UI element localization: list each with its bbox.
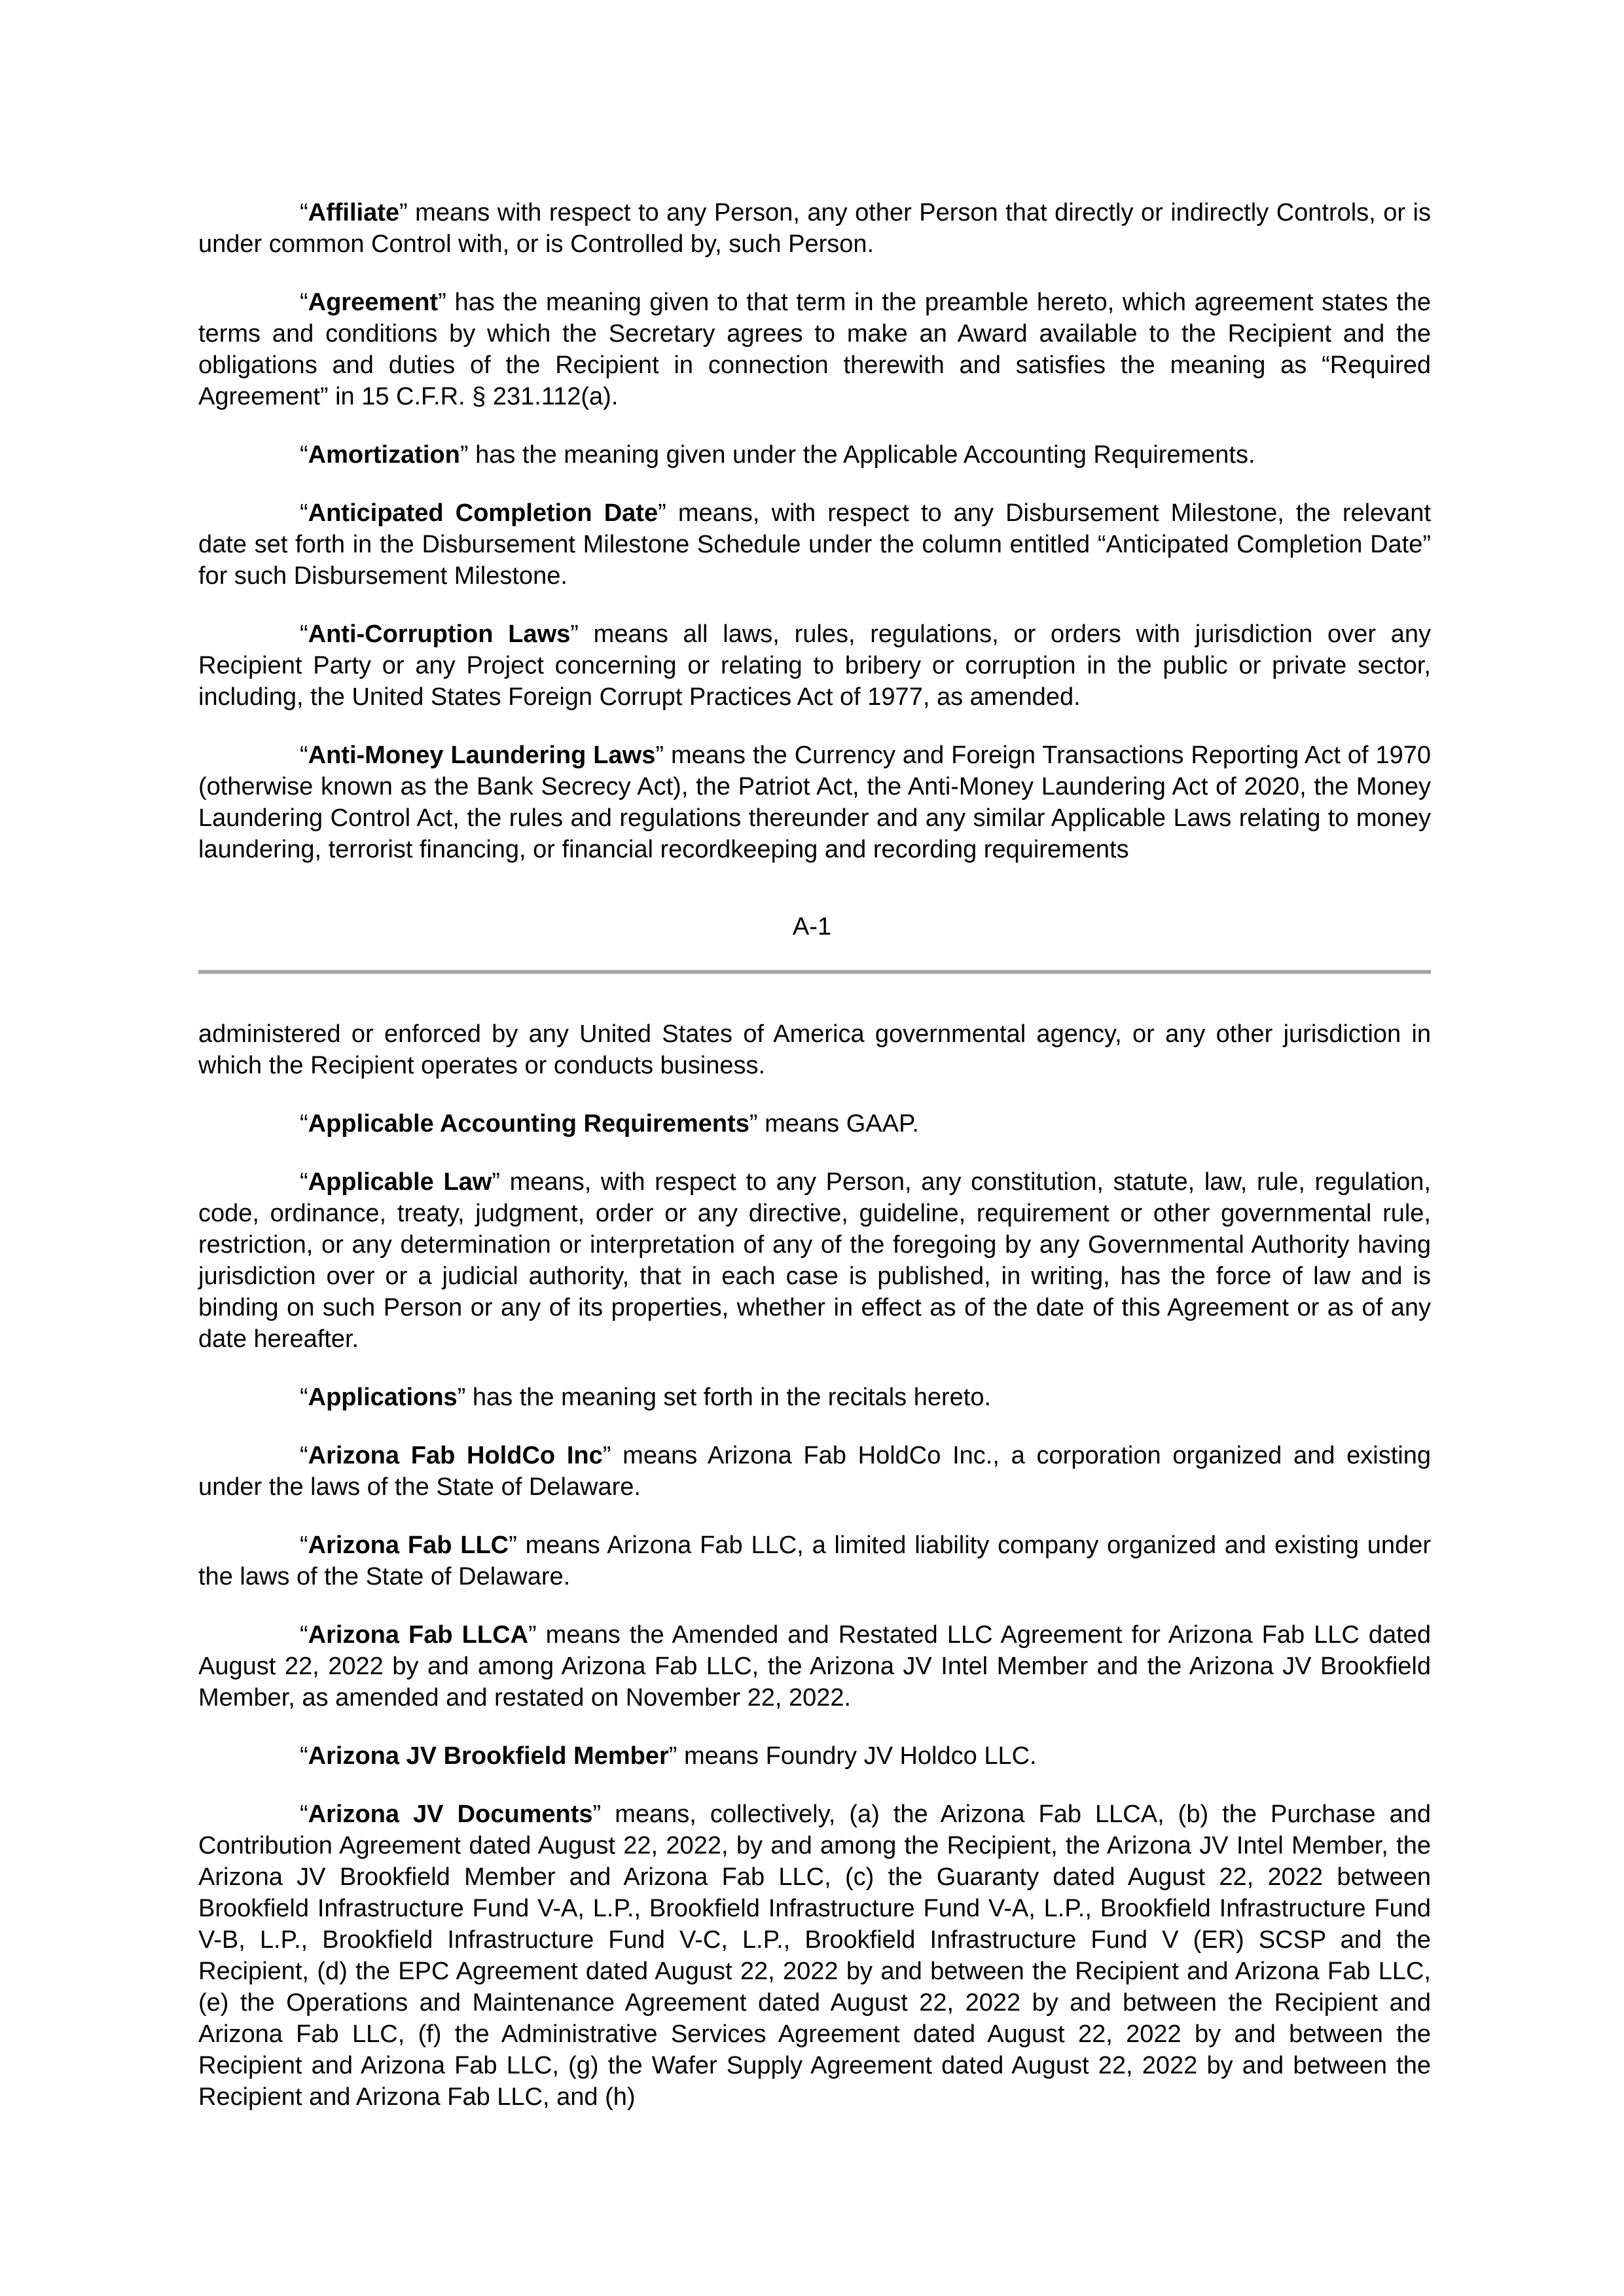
- defined-term: Arizona Fab LLCA: [308, 1621, 528, 1649]
- defined-term: Anti-Money Laundering Laws: [308, 742, 656, 769]
- continuation-paragraph: administered or enforced by any United States of America governmental agency, or any other jurisdiction in which the Recipient operates or conducts business.: [198, 1020, 1431, 1079]
- defined-term: Agreement: [308, 289, 439, 316]
- defined-term: Anticipated Completion Date: [308, 499, 659, 527]
- page-number: A-1: [792, 913, 832, 941]
- definition-text: means Arizona Fab HoldCo Inc., a corporation organized and existing under the laws of the State of Delaware.: [198, 1442, 1431, 1501]
- definition-applicable-accounting-requirements: “Applicable Accounting Requirements” means GAAP.: [300, 1110, 919, 1138]
- definition-anti-money-laundering-laws: “Anti-Money Laundering Laws” means the Currency and Foreign Transactions Reporting Act of 1970 (otherwise known as the Bank Secrecy Act), the Patriot Act, the Anti-Money Laundering Act of 2020, the Money Laundering Control Act, the rules and regulations thereunder and any similar Applicable Laws relating to money laundering, terrorist financing, or financial recordkeeping and recording requirements: [198, 742, 1431, 863]
- definition-text: has the meaning given under the Applicable Accounting Requirements.: [468, 441, 1255, 469]
- definition-text: means, with respect to any Person, any constitution, statute, law, rule, regulation, code, ordinance, treaty, judgment, order or any directive, guideline, requirement or other governmental rule, restriction, or any determination or interpretation of any of the foregoing by any Governmental Authority having jurisdiction over or a judicial authority, that in each case is published, in writing, has the force of law and is binding on such Person or any of its properties, whether in effect as of the date of this Agreement or as of any date hereafter.: [198, 1168, 1431, 1353]
- definition-text: means GAAP.: [757, 1110, 919, 1138]
- definition-arizona-jv-documents: “Arizona JV Documents” means, collectively, (a) the Arizona Fab LLCA, (b) the Purchase and Contribution Agreement dated August 22, 2022, by and among the Recipient, the Arizona JV Intel Member, the Arizona JV Brookfield Member and Arizona Fab LLC, (c) the Guaranty dated August 22, 2022 between Brookfield Infrastructure Fund V-A, L.P., Brookfield Infrastructure Fund V-A, L.P., Brookfield Infrastructure Fund V-B, L.P., Brookfield Infrastructure Fund V-C, L.P., Brookfield Infrastructure Fund V (ER) SCSP and the Recipient, (d) the EPC Agreement dated August 22, 2022 by and between the Recipient and Arizona Fab LLC, (e) the Operations and Maintenance Agreement dated August 22, 2022 by and between the Recipient and Arizona Fab LLC, (f) the Administrative Services Agreement dated August 22, 2022 by and between the Recipient and Arizona Fab LLC, (g) the Wafer Supply Agreement dated August 22, 2022 by and between the Recipient and Arizona Fab LLC, and (h): [198, 1801, 1431, 2111]
- definition-agreement: “Agreement” has the meaning given to that term in the preamble hereto, which agreement states the terms and conditions by which the Secretary agrees to make an Award available to the Recipient and the obligations and duties of the Recipient in connection therewith and satisfies the meaning as “Required Agreement” in 15 C.F.R. § 231.112(a).: [198, 289, 1431, 410]
- definition-text: has the meaning given to that term in the preamble hereto, which agreement states the terms and conditions by which the Secretary agrees to make an Award available to the Recipient and the obligations and duties of the Recipient in connection therewith and satisfies the meaning as “Required Agreement” in 15 C.F.R. § 231.112(a).: [198, 289, 1431, 410]
- definition-applications: “Applications” has the meaning set forth in the recitals hereto.: [300, 1384, 992, 1411]
- definition-text: means the Currency and Foreign Transactions Reporting Act of 1970 (otherwise known as the Bank Secrecy Act), the Patriot Act, the Anti-Money Laundering Act of 2020, the Money Laundering Control Act, the rules and regulations thereunder and any similar Applicable Laws relating to money laundering, terrorist financing, or financial recordkeeping and recording requirements: [198, 742, 1431, 863]
- definition-anticipated-completion-date: “Anticipated Completion Date” means, with respect to any Disbursement Milestone, the relevant date set forth in the Disbursement Milestone Schedule under the column entitled “Anticipated Completion Date” for such Disbursement Milestone.: [198, 499, 1432, 590]
- definition-text: means the Amended and Restated LLC Agreement for Arizona Fab LLC dated August 22, 2022 by and among Arizona Fab LLC, the Arizona JV Intel Member and the Arizona JV Brookfield Member, as amended and restated on November 22, 2022.: [198, 1621, 1431, 1712]
- defined-term: Arizona Fab HoldCo Inc: [308, 1442, 603, 1469]
- defined-term: Amortization: [308, 441, 460, 469]
- page-divider: [198, 970, 1431, 974]
- definition-text: means Foundry JV Holdco LLC.: [677, 1742, 1037, 1770]
- definition-text: has the meaning set forth in the recitals hereto.: [465, 1384, 992, 1411]
- definitions-block-bottom: [198, 1018, 1431, 2113]
- definition-applicable-law: “Applicable Law” means, with respect to any Person, any constitution, statute, law, rule, regulation, code, ordinance, treaty, judgment, order or any directive, guideline, requirement or other governmental rule, restriction, or any determination or interpretation of any of the foregoing by any Governmental Authority having jurisdiction over or a judicial authority, that in each case is published, in writing, has the force of law and is binding on such Person or any of its properties, whether in effect as of the date of this Agreement or as of any date hereafter.: [198, 1168, 1431, 1353]
- definition-arizona-fab-llc: “Arizona Fab LLC” means Arizona Fab LLC, a limited liability company organized and existing under the laws of the State of Delaware.: [198, 1532, 1431, 1590]
- defined-term: Arizona JV Documents: [308, 1801, 593, 1828]
- definition-text: means with respect to any Person, any other Person that directly or indirectly Controls, or is under common Control with, or is Controlled by, such Person.: [198, 199, 1431, 258]
- definition-text: means, collectively, (a) the Arizona Fab LLCA, (b) the Purchase and Contribution Agreement dated August 22, 2022, by and among the Recipient, the Arizona JV Intel Member, the Arizona JV Brookfield Member and Arizona Fab LLC, (c) the Guaranty dated August 22, 2022 between Brookfield Infrastructure Fund V-A, L.P., Brookfield Infrastructure Fund V-A, L.P., Brookfield Infrastructure Fund V-B, L.P., Brookfield Infrastructure Fund V-C, L.P., Brookfield Infrastructure Fund V (ER) SCSP and the Recipient, (d) the EPC Agreement dated August 22, 2022 by and between the Recipient and Arizona Fab LLC, (e) the Operations and Maintenance Agreement dated August 22, 2022 by and between the Recipient and Arizona Fab LLC, (f) the Administrative Services Agreement dated August 22, 2022 by and between the Recipient and Arizona Fab LLC, (g) the Wafer Supply Agreement dated August 22, 2022 by and between the Recipient and Arizona Fab LLC, and (h): [198, 1801, 1431, 2111]
- definition-text: means Arizona Fab LLC, a limited liability company organized and existing under the laws of the State of Delaware.: [198, 1532, 1431, 1590]
- defined-term: Applicable Accounting Requirements: [308, 1110, 749, 1138]
- defined-term: Applicable Law: [308, 1168, 492, 1196]
- definition-anti-corruption-laws: “Anti-Corruption Laws” means all laws, rules, regulations, or orders with jurisdiction over any Recipient Party or any Project concerning or relating to bribery or corruption in the public or private sector, including, the United States Foreign Corrupt Practices Act of 1977, as amended.: [198, 620, 1431, 711]
- defined-term: Applications: [308, 1384, 458, 1411]
- defined-term: Anti-Corruption Laws: [308, 620, 571, 648]
- defined-term: Arizona JV Brookfield Member: [308, 1742, 669, 1770]
- definition-arizona-jv-brookfield-member: “Arizona JV Brookfield Member” means Foundry JV Holdco LLC.: [300, 1742, 1037, 1770]
- definition-affiliate: “Affiliate” means with respect to any Person, any other Person that directly or indirectly Controls, or is under common Control with, or is Controlled by, such Person.: [198, 199, 1431, 258]
- definition-text: means, with respect to any Disbursement Milestone, the relevant date set forth in the Disbursement Milestone Schedule under the column entitled “Anticipated Completion Date” for such Disbursement Milestone.: [198, 499, 1432, 590]
- definition-arizona-fab-holdco-inc: “Arizona Fab HoldCo Inc” means Arizona Fab HoldCo Inc., a corporation organized and existing under the laws of the State of Delaware.: [198, 1442, 1431, 1501]
- definition-arizona-fab-llca: “Arizona Fab LLCA” means the Amended and Restated LLC Agreement for Arizona Fab LLC dated August 22, 2022 by and among Arizona Fab LLC, the Arizona JV Intel Member and the Arizona JV Brookfield Member, as amended and restated on November 22, 2022.: [198, 1621, 1431, 1712]
- defined-term: Affiliate: [308, 199, 400, 226]
- definitions-block-top: [198, 197, 1431, 865]
- definition-amortization: “Amortization” has the meaning given under the Applicable Accounting Requirements.: [300, 441, 1255, 469]
- definition-text: means all laws, rules, regulations, or orders with jurisdiction over any Recipient Party or any Project concerning or relating to bribery or corruption in the public or private sector, including, the United States Foreign Corrupt Practices Act of 1977, as amended.: [198, 620, 1431, 711]
- defined-term: Arizona Fab LLC: [308, 1532, 509, 1559]
